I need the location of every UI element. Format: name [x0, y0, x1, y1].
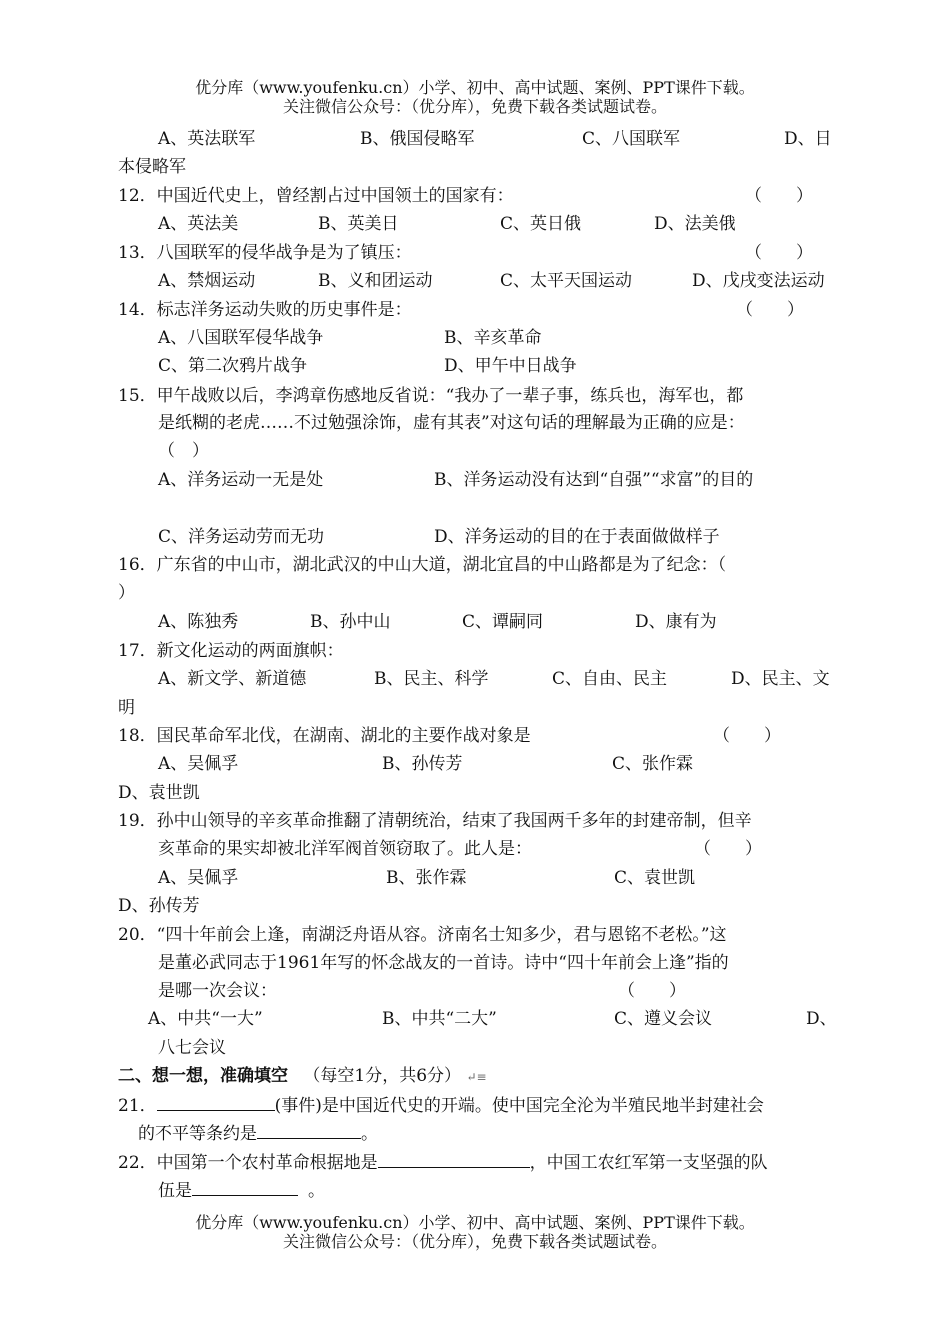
q11-option-d-cont: 本侵略军 — [118, 157, 186, 177]
q22-text-1b: ，中国工农红军第一支坚强的队 — [529, 1153, 768, 1173]
q13-stem: 13．八国联军的侵华战争是为了镇压： — [118, 243, 412, 263]
q14-answer-paren: （ ） — [736, 300, 804, 320]
q15-option-b: B、洋务运动没有达到“自强”“求富”的目的 — [434, 470, 754, 490]
q19-answer-paren: （ ） — [694, 839, 762, 859]
q22-line-2 — [158, 1179, 325, 1202]
q22-blank-army[interactable] — [192, 1179, 298, 1196]
q21-blank-treaty[interactable] — [257, 1122, 361, 1139]
q13-option-a: A、禁烟运动 — [158, 271, 256, 291]
q15-answer-paren: （ ） — [158, 441, 209, 461]
q12-answer-paren: （ ） — [745, 186, 813, 206]
q14-option-d: D、甲午中日战争 — [444, 356, 577, 376]
q16-option-a: A、陈独秀 — [158, 612, 239, 632]
q15-option-c: C、洋务运动劳而无功 — [158, 527, 325, 547]
q12-option-c: C、英日俄 — [500, 214, 582, 234]
q11-option-d: D、日 — [784, 129, 832, 149]
q20-stem-line-1: 20．“四十年前会上逢，南湖泛舟语从容。济南名士知多少，君与恩铭不老松。”这 — [118, 925, 727, 945]
q12-option-d: D、法美俄 — [654, 214, 736, 234]
q21-end: 。 — [361, 1124, 378, 1144]
q17-option-d: D、民主、文 — [731, 669, 830, 689]
q21-text-1: (事件)是中国近代史的开端。使中国完全沦为半殖民地半封建社会 — [274, 1096, 764, 1116]
q11-option-c: C、八国联军 — [582, 129, 681, 149]
q18-option-d: D、袁世凯 — [118, 783, 200, 803]
q16-stem-cont: ） — [118, 583, 135, 603]
q11-option-b: B、俄国侵略军 — [360, 129, 475, 149]
paragraph-mark-icon: ↵≡ — [466, 1070, 487, 1084]
q18-option-c: C、张作霖 — [612, 754, 694, 774]
q14-stem: 14．标志洋务运动失败的历史事件是： — [118, 300, 412, 320]
q20-option-d: D、 — [806, 1009, 837, 1029]
q18-option-b: B、孙传芳 — [382, 754, 463, 774]
q21-line-1 — [118, 1094, 764, 1117]
q20-option-d-cont: 八七会议 — [158, 1038, 226, 1058]
q13-option-c: C、太平天国运动 — [500, 271, 633, 291]
q17-option-a: A、新文学、新道德 — [158, 669, 307, 689]
q22-text-1: 22．中国第一个农村革命根据地是 — [118, 1153, 378, 1173]
q19-option-a: A、吴佩孚 — [158, 868, 239, 888]
q19-option-d: D、孙传芳 — [118, 896, 200, 916]
q15-stem-line-2: 是纸糊的老虎……不过勉强涂饰，虚有其表”对这句话的理解最为正确的应是： — [158, 413, 745, 433]
q20-option-b: B、中共“二大” — [382, 1009, 497, 1029]
q19-stem-line-2: 亥革命的果实却被北洋军阀首领窃取了。此人是： — [158, 839, 532, 859]
q17-option-c: C、自由、民主 — [552, 669, 668, 689]
q15-stem-line-1: 15．甲午战败以后，李鸿章伤感地反省说：“我办了一辈子事，练兵也，海军也，都 — [118, 386, 744, 406]
q18-stem: 18．国民革命军北伐，在湖南、湖北的主要作战对象是 — [118, 726, 531, 746]
q19-option-c: C、袁世凯 — [614, 868, 696, 888]
q16-option-b: B、孙中山 — [310, 612, 391, 632]
q21-line-2 — [138, 1122, 378, 1145]
q15-option-a: A、洋务运动一无是处 — [158, 470, 324, 490]
footer-line-1: 优分库（www.youfenku.cn）小学、初中、高中试题、案例、PPT课件下载。 — [195, 1213, 755, 1232]
q15-option-d: D、洋务运动的目的在于表面做做样子 — [434, 527, 720, 547]
q17-option-b: B、民主、科学 — [374, 669, 489, 689]
q22-blank-base[interactable] — [378, 1151, 530, 1168]
section-2-title: 二、想一想，准确填空 — [118, 1066, 288, 1086]
q17-option-d-cont: 明 — [118, 698, 135, 718]
q13-answer-paren: （ ） — [745, 243, 813, 263]
q16-stem: 16．广东省的中山市，湖北武汉的中山大道，湖北宜昌的中山路都是为了纪念：（ — [118, 555, 727, 575]
q18-option-a: A、吴佩孚 — [158, 754, 239, 774]
section-2-heading — [118, 1065, 487, 1088]
header-line-1: 优分库（www.youfenku.cn）小学、初中、高中试题、案例、PPT课件下载。 — [195, 78, 755, 97]
q12-stem: 12．中国近代史上，曾经割占过中国领土的国家有： — [118, 186, 514, 206]
q14-option-c: C、第二次鸦片战争 — [158, 356, 308, 376]
q17-stem: 17．新文化运动的两面旗帜： — [118, 641, 344, 661]
q20-stem-line-3: 是哪一次会议： — [158, 981, 277, 1001]
q22-end: 。 — [308, 1181, 325, 1201]
q21-blank-event[interactable] — [157, 1094, 275, 1111]
q18-answer-paren: （ ） — [713, 726, 781, 746]
footer-line-2: 关注微信公众号：（优分库），免费下载各类试题试卷。 — [282, 1232, 667, 1251]
q19-stem-line-1: 19．孙中山领导的辛亥革命推翻了清朝统治，结束了我国两千多年的封建帝制，但辛 — [118, 811, 752, 831]
q12-option-a: A、英法美 — [158, 214, 239, 234]
q14-option-b: B、辛亥革命 — [444, 328, 542, 348]
q20-option-c: C、遵义会议 — [614, 1009, 713, 1029]
q21-number: 21． — [118, 1096, 157, 1116]
q13-option-d: D、戊戌变法运动 — [692, 271, 825, 291]
q20-stem-line-2: 是董必武同志于1961年写的怀念战友的一首诗。诗中“四十年前会上逢”指的 — [158, 953, 729, 973]
q22-line-1 — [118, 1151, 768, 1174]
q20-option-a: A、中共“一大” — [148, 1009, 263, 1029]
q12-option-b: B、英美日 — [318, 214, 399, 234]
q22-text-2: 伍是 — [158, 1181, 192, 1201]
q20-answer-paren: （ ） — [618, 981, 686, 1001]
q19-option-b: B、张作霖 — [386, 868, 467, 888]
q16-option-d: D、康有为 — [635, 612, 717, 632]
header-line-2: 关注微信公众号：（优分库），免费下载各类试题试卷。 — [282, 97, 667, 116]
q14-option-a: A、八国联军侵华战争 — [158, 328, 324, 348]
section-2-score: （每空1分，共6分） — [303, 1066, 462, 1086]
q21-text-2: 的不平等条约是 — [138, 1124, 257, 1144]
q11-option-a: A、英法联军 — [158, 129, 256, 149]
q13-option-b: B、义和团运动 — [318, 271, 433, 291]
q16-option-c: C、谭嗣同 — [462, 612, 544, 632]
